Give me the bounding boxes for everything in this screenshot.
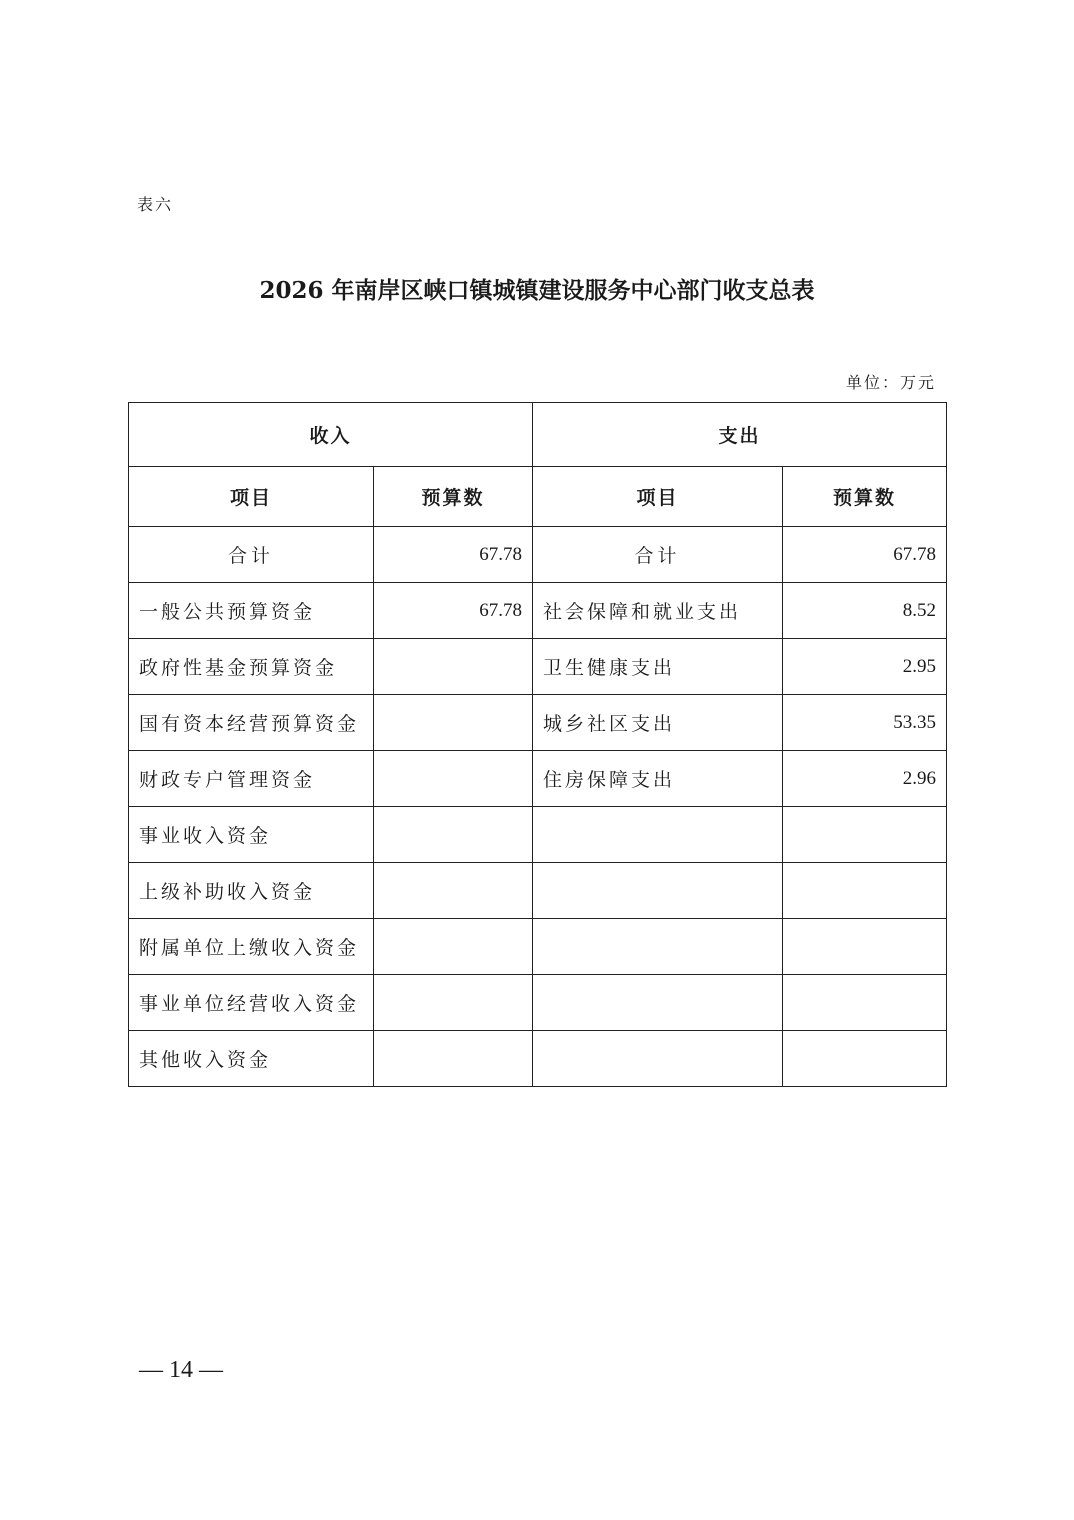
- income-item: 国有资本经营预算资金: [129, 695, 374, 751]
- expense-item: 卫生健康支出: [533, 639, 783, 695]
- income-value: [374, 751, 533, 807]
- income-budget-header: 预算数: [374, 467, 533, 527]
- budget-summary-table: [128, 402, 947, 1087]
- expense-item: [533, 919, 783, 975]
- expense-budget-header: 预算数: [783, 467, 947, 527]
- page-title: 2026 年南岸区峡口镇城镇建设服务中心部门收支总表: [259, 277, 815, 304]
- table-row: [129, 639, 947, 695]
- expense-total-value: 67.78: [783, 527, 947, 583]
- income-value: [374, 1031, 533, 1087]
- income-value: [374, 807, 533, 863]
- expense-item: [533, 975, 783, 1031]
- expense-section-header: 支出: [533, 403, 947, 467]
- table-row: [129, 583, 947, 639]
- income-item: 事业收入资金: [129, 807, 374, 863]
- income-item: 上级补助收入资金: [129, 863, 374, 919]
- expense-value: 53.35: [783, 695, 947, 751]
- expense-value: [783, 807, 947, 863]
- expense-value: [783, 919, 947, 975]
- table-row: [129, 1031, 947, 1087]
- expense-item: [533, 1031, 783, 1087]
- table-row: [129, 919, 947, 975]
- income-item: 附属单位上缴收入资金: [129, 919, 374, 975]
- income-section-header: 收入: [129, 403, 533, 467]
- expense-item: 社会保障和就业支出: [533, 583, 783, 639]
- table-label: 表六: [137, 195, 174, 214]
- table-row: [129, 975, 947, 1031]
- income-value: [374, 695, 533, 751]
- income-value: 67.78: [374, 583, 533, 639]
- table-row: [129, 695, 947, 751]
- table-row: [129, 807, 947, 863]
- expense-value: [783, 1031, 947, 1087]
- expense-value: 8.52: [783, 583, 947, 639]
- income-total-label: 合计: [129, 527, 374, 583]
- unit-label: 单位：万元: [845, 373, 936, 392]
- column-header-row: [129, 467, 947, 527]
- expense-value: 2.95: [783, 639, 947, 695]
- income-item: 事业单位经营收入资金: [129, 975, 374, 1031]
- expense-item: [533, 863, 783, 919]
- expense-total-label: 合计: [533, 527, 783, 583]
- expense-item: 城乡社区支出: [533, 695, 783, 751]
- table-row: [129, 863, 947, 919]
- expense-item-header: 项目: [533, 467, 783, 527]
- income-item: 政府性基金预算资金: [129, 639, 374, 695]
- income-total-value: 67.78: [374, 527, 533, 583]
- total-row: [129, 527, 947, 583]
- expense-value: [783, 863, 947, 919]
- income-value: [374, 919, 533, 975]
- expense-value: [783, 975, 947, 1031]
- income-item: 一般公共预算资金: [129, 583, 374, 639]
- page-number: — 14 —: [139, 1357, 223, 1383]
- section-header-row: [129, 403, 947, 467]
- expense-item: 住房保障支出: [533, 751, 783, 807]
- income-value: [374, 863, 533, 919]
- table-row: [129, 751, 947, 807]
- expense-value: 2.96: [783, 751, 947, 807]
- income-value: [374, 639, 533, 695]
- income-item-header: 项目: [129, 467, 374, 527]
- expense-item: [533, 807, 783, 863]
- income-item: 其他收入资金: [129, 1031, 374, 1087]
- income-value: [374, 975, 533, 1031]
- income-item: 财政专户管理资金: [129, 751, 374, 807]
